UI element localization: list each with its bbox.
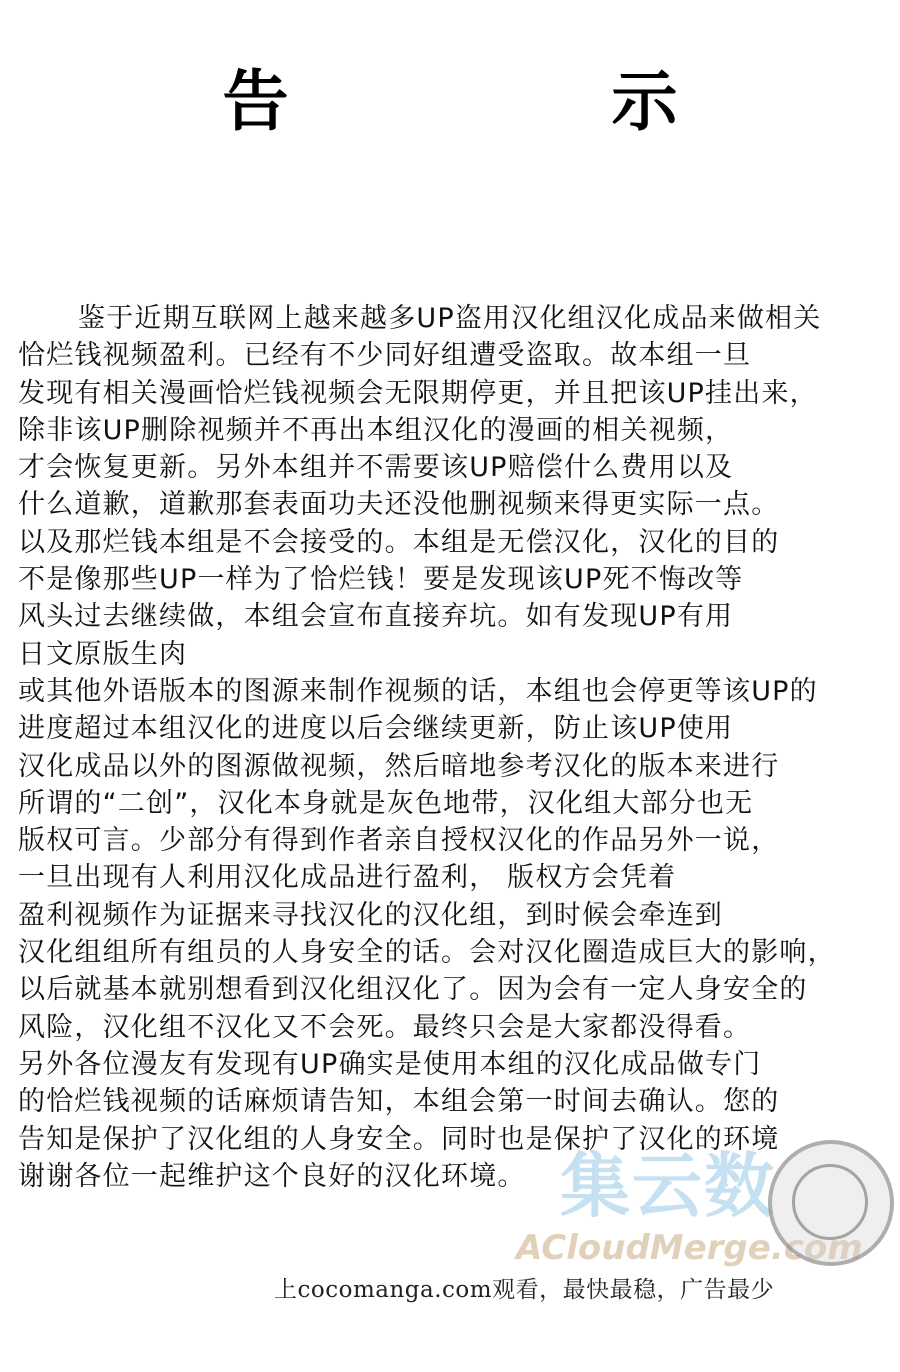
notice-line: 风头过去继续做，本组会宣布直接弃坑。如有发现UP有用 [18,601,734,633]
watermark-chinese-logo: 集云数 [560,1145,776,1227]
notice-body [18,300,898,1195]
notice-line: 另外各位漫友有发现有UP确实是使用本组的汉化成品做专门 [18,1048,762,1080]
notice-line: 进度超过本组汉化的进度以后会继续更新，防止该UP使用 [18,713,734,745]
notice-line: 除非该UP删除视频并不再出本组汉化的漫画的相关视频， [18,414,734,446]
notice-line: 才会恢复更新。另外本组并不需要该UP赔偿什么费用以及 [18,452,734,484]
notice-line: 恰烂钱视频盈利。已经有不少同好组遭受盗取。故本组一旦 [18,340,752,372]
watermark-site-text: ACloudMerge.com [516,1228,863,1268]
notice-line: 一旦出现有人利用汉化成品进行盈利， 版权方会凭着 [18,862,677,894]
notice-line: 以及那烂钱本组是不会接受的。本组是无偿汉化，汉化的目的 [18,526,780,558]
footer-promo-text: 上cocomanga.com观看，最快最稳，广告最少 [274,1277,775,1303]
notice-line: 所谓的“二创”，汉化本身就是灰色地带，汉化组大部分也无 [18,787,754,819]
notice-line: 鉴于近期互联网上越来越多UP盗用汉化组汉化成品来做相关 [78,303,822,334]
notice-line: 谢谢各位一起维护这个良好的汉化环境。 [18,1160,526,1192]
notice-title: 告 示 [222,63,828,140]
notice-line: 告知是保护了汉化组的人身安全。同时也是保护了汉化的环境 [18,1123,780,1155]
notice-line: 汉化组组所有组员的人身安全的话。会对汉化圈造成巨大的影响， [18,937,836,969]
notice-line: 以后就基本就别想看到汉化组汉化了。因为会有一定人身安全的 [18,974,808,1006]
notice-line: 盈利视频作为证据来寻找汉化的汉化组，到时候会牵连到 [18,899,723,931]
notice-line: 风险，汉化组不汉化又不会死。最终只会是大家都没得看。 [18,1011,752,1043]
notice-line: 日文原版生肉 [18,638,188,670]
notice-line: 发现有相关漫画恰烂钱视频会无限期停更，并且把该UP挂出来， [18,377,818,409]
notice-line: 版权可言。少部分有得到作者亲自授权汉化的作品另外一说， [18,825,780,857]
notice-line: 不是像那些UP一样为了恰烂钱！要是发现该UP死不悔改等 [18,564,744,596]
notice-line: 汉化成品以外的图源做视频，然后暗地参考汉化的版本来进行 [18,750,780,782]
notice-line: 或其他外语版本的图源来制作视频的话，本组也会停更等该UP的 [18,675,818,707]
notice-line: 什么道歉，道歉那套表面功夫还没他删视频来得更实际一点。 [18,489,780,521]
notice-line: 的恰烂钱视频的话麻烦请告知，本组会第一时间去确认。您的 [18,1086,780,1118]
